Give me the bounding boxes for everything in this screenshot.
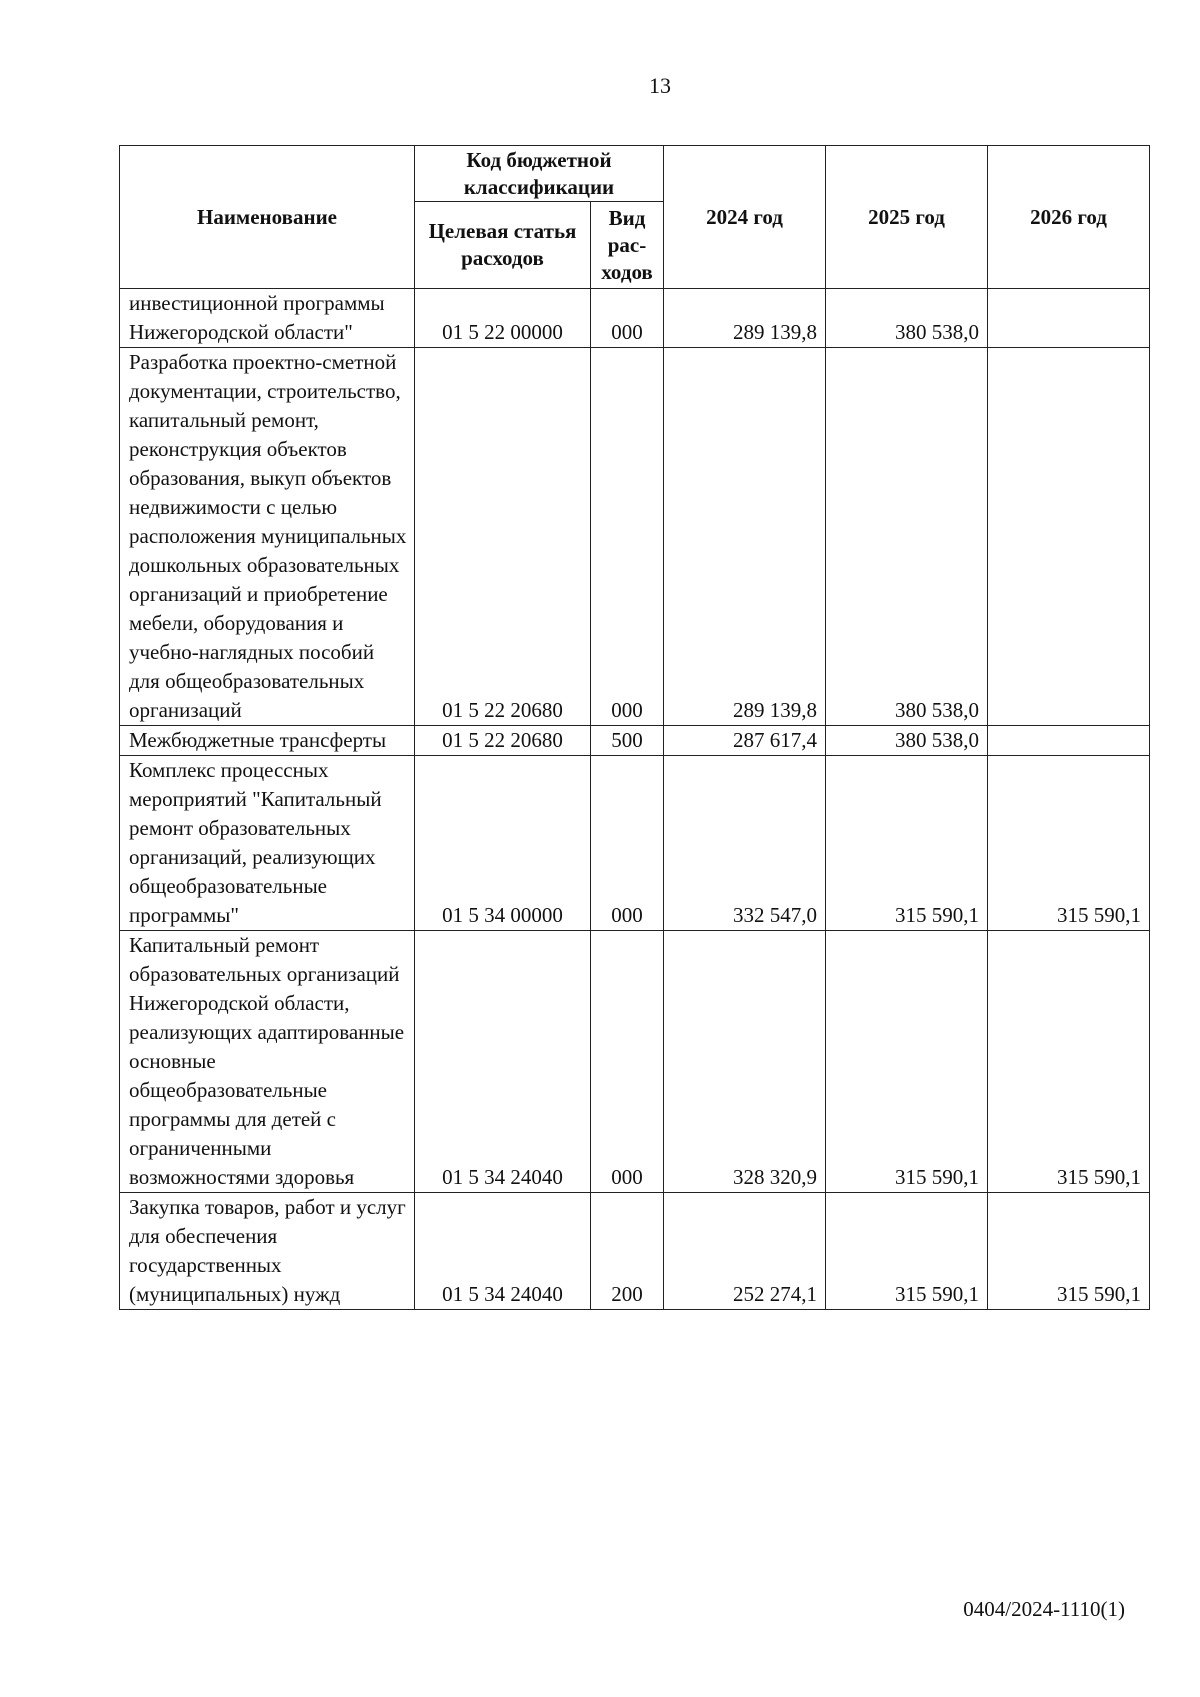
- row-name: Комплекс процессных мероприятий "Капитальный ремонт образовательных организаций, реализующих общеобразовательные программы": [120, 756, 415, 931]
- row-name: Межбюджетные трансферты: [120, 726, 415, 756]
- table-row: [120, 348, 1150, 726]
- row-code: 01 5 34 24040: [415, 1193, 591, 1310]
- row-type: 000: [591, 756, 664, 931]
- row-amount-2026: 315 590,1: [988, 756, 1150, 931]
- document-number: 0404/2024-1110(1): [963, 1597, 1125, 1621]
- table-row: [120, 289, 1150, 348]
- table-row: [120, 931, 1150, 1193]
- row-code: 01 5 22 20680: [415, 348, 591, 726]
- row-name: Закупка товаров, работ и услуг для обеспечения государственных (муниципальных) нужд: [120, 1193, 415, 1310]
- row-amount-2026: 315 590,1: [988, 1193, 1150, 1310]
- row-type: 000: [591, 931, 664, 1193]
- row-amount-2024: 289 139,8: [664, 348, 826, 726]
- row-name: Разработка проектно-сметной документации, строительство, капитальный ремонт, реконструкция объектов образования, выкуп объектов недвижимости с целью расположения муниципальных дошкольных образовательных организаций и приобретение мебели, оборудования и учебно-наглядных пособий для общеобразовательных организаций: [120, 348, 415, 726]
- table-row: [120, 726, 1150, 756]
- row-type: 000: [591, 289, 664, 348]
- row-type: 000: [591, 348, 664, 726]
- row-amount-2026: 315 590,1: [988, 931, 1150, 1193]
- row-code: 01 5 22 20680: [415, 726, 591, 756]
- row-amount-2025: 315 590,1: [826, 931, 988, 1193]
- table-row: [120, 1193, 1150, 1310]
- row-amount-2025: 380 538,0: [826, 726, 988, 756]
- header-name: Наименование: [120, 146, 415, 289]
- header-year-2024: 2024 год: [664, 146, 826, 289]
- row-name: Капитальный ремонт образовательных организаций Нижегородской области, реализующих адаптированные основные общеобразовательные программы для детей с ограниченными возможностями здоровья: [120, 931, 415, 1193]
- header-year-2025: 2025 год: [826, 146, 988, 289]
- row-type: 500: [591, 726, 664, 756]
- row-amount-2024: 332 547,0: [664, 756, 826, 931]
- budget-table: [119, 145, 1150, 1310]
- row-amount-2026: [988, 289, 1150, 348]
- page-number: 13: [649, 73, 671, 98]
- row-amount-2024: 252 274,1: [664, 1193, 826, 1310]
- row-amount-2024: 328 320,9: [664, 931, 826, 1193]
- row-amount-2025: 315 590,1: [826, 1193, 988, 1310]
- header-target-article: Целевая статья расходов: [415, 202, 591, 289]
- row-amount-2025: 315 590,1: [826, 756, 988, 931]
- row-amount-2024: 289 139,8: [664, 289, 826, 348]
- row-amount-2026: [988, 348, 1150, 726]
- header-year-2026: 2026 год: [988, 146, 1150, 289]
- row-code: 01 5 34 00000: [415, 756, 591, 931]
- row-amount-2025: 380 538,0: [826, 348, 988, 726]
- row-amount-2024: 287 617,4: [664, 726, 826, 756]
- header-budget-code: Код бюджетной классификации: [415, 146, 664, 202]
- row-name: инвестиционной программы Нижегородской области": [120, 289, 415, 348]
- row-code: 01 5 22 00000: [415, 289, 591, 348]
- row-code: 01 5 34 24040: [415, 931, 591, 1193]
- table-row: [120, 756, 1150, 931]
- header-expense-type: Вид рас-ходов: [591, 202, 664, 289]
- row-amount-2025: 380 538,0: [826, 289, 988, 348]
- row-amount-2026: [988, 726, 1150, 756]
- row-type: 200: [591, 1193, 664, 1310]
